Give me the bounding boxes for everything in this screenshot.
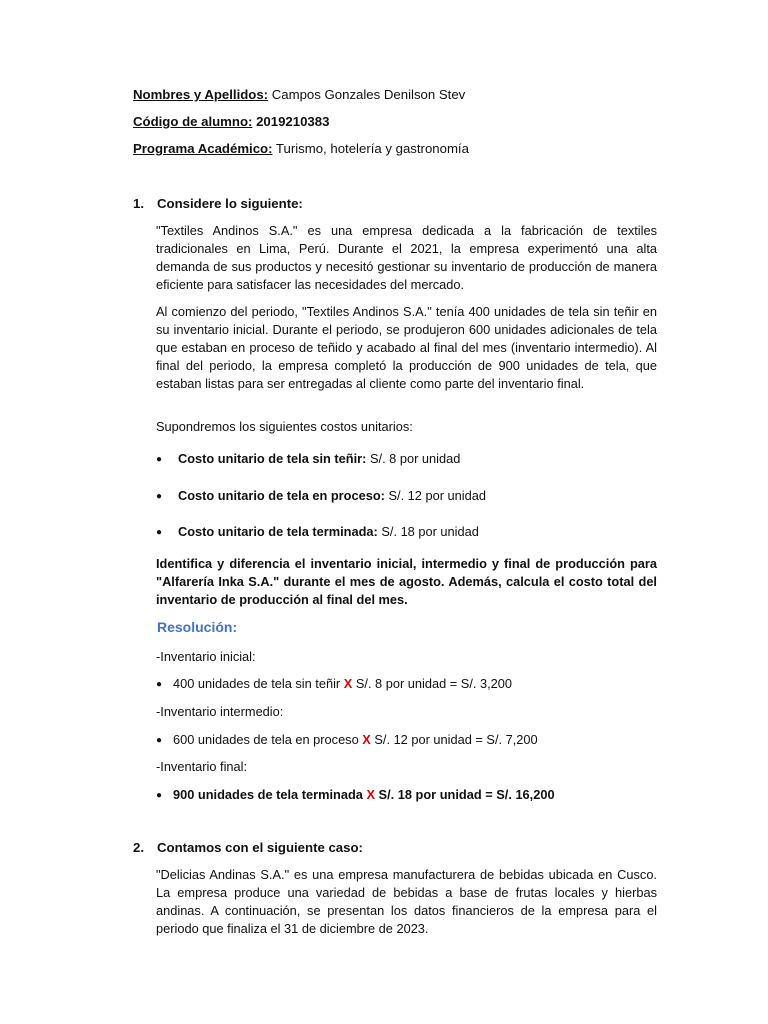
inventario-final-calc [156, 787, 555, 802]
multiply-sign: X [366, 787, 375, 802]
question-2-number: 2. [133, 840, 144, 855]
cost-value: S/. 18 por unidad [377, 524, 479, 539]
cost-item-2 [156, 488, 486, 503]
code-value: 2019210383 [252, 114, 330, 129]
calc-right: S/. 12 por unidad = S/. 7,200 [370, 732, 538, 747]
cost-label: Costo unitario de tela en proceso: [178, 488, 385, 503]
program-value: Turismo, hotelería y gastronomía [272, 141, 469, 156]
question-1-paragraph-2: Al comienzo del periodo, "Textiles Andinos S.A." tenía 400 unidades de tela sin teñir en su inventario inicial. Durante el periodo, se produjeron 600 unidades adicionales de tela que estaban en proceso de teñido y acabado al final del mes (inventario intermedio). Al final del periodo, la empresa completó la producción de 900 unidades de tela, que estaban listas para ser entregadas al cliente como parte del inventario final. [156, 304, 657, 391]
inventario-inicial-calc [156, 676, 512, 691]
multiply-sign: X [362, 732, 371, 747]
question-1-text: Considere lo siguiente: [157, 196, 303, 211]
calc-left: 600 unidades de tela en proceso [173, 732, 363, 747]
question-1-number: 1. [133, 196, 144, 211]
question-1-paragraph-1: "Textiles Andinos S.A." es una empresa dedicada a la fabricación de textiles tradicionales en Lima, Perú. Durante el 2021, la empresa experimentó una alta demanda de sus productos y necesitó gestionar su inventario de producción de manera eficiente para satisfacer las necesidades del mercado. [156, 223, 657, 292]
bullet-icon: ● [156, 527, 163, 538]
inventario-inicial-label: -Inventario inicial: [156, 649, 256, 664]
inventario-intermedio-label: -Inventario intermedio: [156, 704, 284, 719]
student-code-line [133, 114, 329, 129]
multiply-sign: X [343, 676, 353, 691]
question-2-text: Contamos con el siguiente caso: [157, 840, 363, 855]
calc-right: S/. 8 por unidad = S/. 3,200 [352, 676, 513, 691]
inventario-final-label: -Inventario final: [156, 759, 248, 774]
resolution-heading: Resolución: [157, 619, 238, 635]
code-label: Código de alumno: [133, 114, 253, 129]
bullet-icon: ● [156, 790, 163, 801]
question-1-task: Identifica y diferencia el inventario inicial, intermedio y final de producción para "Alfarería Inka S.A." durante el mes de agosto. Además, calcula el costo total del inventario de producción al final del mes. [156, 556, 657, 607]
bullet-icon: ● [156, 735, 163, 746]
calc-left: 400 unidades de tela sin teñir [173, 676, 344, 691]
program-line [133, 141, 469, 156]
calc-left: 900 unidades de tela terminada [173, 787, 367, 802]
bullet-icon: ● [156, 454, 163, 465]
cost-label: Costo unitario de tela terminada: [178, 524, 378, 539]
question-2-title [133, 840, 363, 855]
cost-value: S/. 8 por unidad [366, 451, 461, 466]
student-name-line [133, 87, 465, 102]
calc-right: S/. 18 por unidad = S/. 16,200 [375, 787, 555, 802]
name-value: Campos Gonzales Denilson Stev [268, 87, 466, 102]
cost-item-1 [156, 451, 460, 466]
bullet-icon: ● [156, 491, 163, 502]
name-label: Nombres y Apellidos: [133, 87, 269, 102]
cost-label: Costo unitario de tela sin teñir: [178, 451, 367, 466]
program-label: Programa Académico: [133, 141, 273, 156]
bullet-icon: ● [156, 679, 163, 690]
question-1-paragraph-3: Supondremos los siguientes costos unitarios: [156, 419, 413, 434]
cost-item-3 [156, 524, 479, 539]
cost-value: S/. 12 por unidad [384, 488, 486, 503]
question-2-paragraph-1: "Delicias Andinas S.A." es una empresa manufacturera de bebidas ubicada en Cusco. La empresa produce una variedad de bebidas a base de frutas locales y hierbas andinas. A continuación, se presentan los datos financieros de la empresa para el periodo que finaliza el 31 de diciembre de 2023. [156, 867, 657, 936]
inventario-intermedio-calc [156, 732, 538, 747]
question-1-title [133, 196, 303, 211]
